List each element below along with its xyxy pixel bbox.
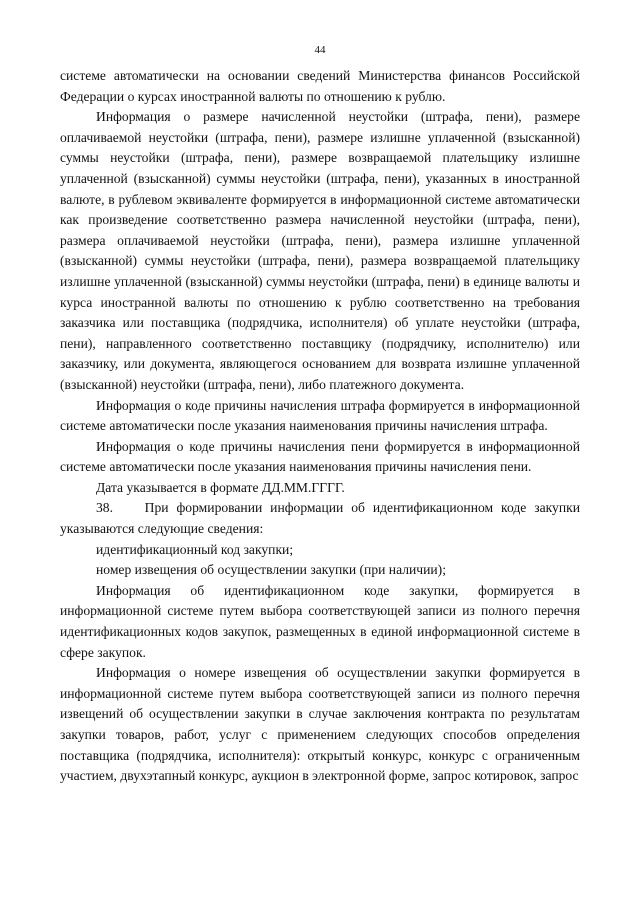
document-body [60,66,580,787]
paragraph-continuation: системе автоматически на основании сведений Министерства финансов Российской Федерации о курсах иностранной валюты по отношению к рублю. [60,68,580,104]
page-number: 44 [314,44,326,56]
paragraph-penalty-reason-code: Информация о коде причины начисления пени формируется в информационной системе автоматически после указания наименования причины начисления пени. [60,438,580,475]
list-item-notice-number: номер извещения об осуществлении закупки (при наличии); [96,562,446,578]
list-item-purchase-id-code: идентификационный код закупки; [96,541,294,557]
paragraph-purchase-id-code-info: Информация об идентификационном коде закупки, формируется в информационной системе путем выбора соответствующей записи из полного перечня идентификационных кодов закупок, размещенных в единой информационной системе в сфере закупок. [60,582,580,660]
paragraph-date-format: Дата указывается в формате ДД.ММ.ГГГГ. [96,479,345,495]
paragraph-fine-reason-code: Информация о коде причины начисления штрафа формируется в информационной системе автоматически после указания наименования причины начисления штрафа. [60,397,580,434]
paragraph-penalty-rub-equivalent: Информация о размере начисленной неустойки (штрафа, пени), размере оплачиваемой неустойки (штрафа, пени), размере излишне уплаченной (взысканной) суммы неустойки (штрафа, пени), размере возвращаемой плательщику излишне уплаченной (взысканной) суммы неустойки (штрафа, пени), указанных в иностранной валюте, в рублевом эквиваленте формируется в информационной системе автоматически как произведение соответственно размера начисленной неустойки (штрафа, пени), размера оплачиваемой неустойки (штрафа, пени), размера излишне уплаченной (взысканной) суммы неустойки (штрафа, пени), размера возвращаемой плательщику излишне уплаченной (взысканной) суммы неустойки (штрафа, пени) в единице валюты и курса иностранной валюты по отношению к рублю соответственно на требования заказчика или поставщика (подрядчика, исполнителя) об уплате неустойки (штрафа, пени), направленного соответственно поставщику (подрядчику, исполнителю) или заказчику, или документа, являющегося основанием для возврата излишне уплаченной (взысканной) неустойки (штрафа, пени), либо платежного документа. [60,109,580,392]
paragraph-notice-number-info: Информация о номере извещения об осуществлении закупки формируется в информационной системе путем выбора соответствующей записи из полного перечня извещений об осуществлении закупки в случае заключения контракта по результатам закупки товаров, работ, услуг с применением следующих способов определения поставщика (подрядчика, исполнителя): открытый конкурс, конкурс с ограниченным участием, двухэтапный конкурс, аукцион в электронной форме, запрос котировок, запрос [60,665,580,784]
paragraph-section-38: 38. При формировании информации об идентификационном коде закупки указываются следующие сведения: [60,500,580,537]
